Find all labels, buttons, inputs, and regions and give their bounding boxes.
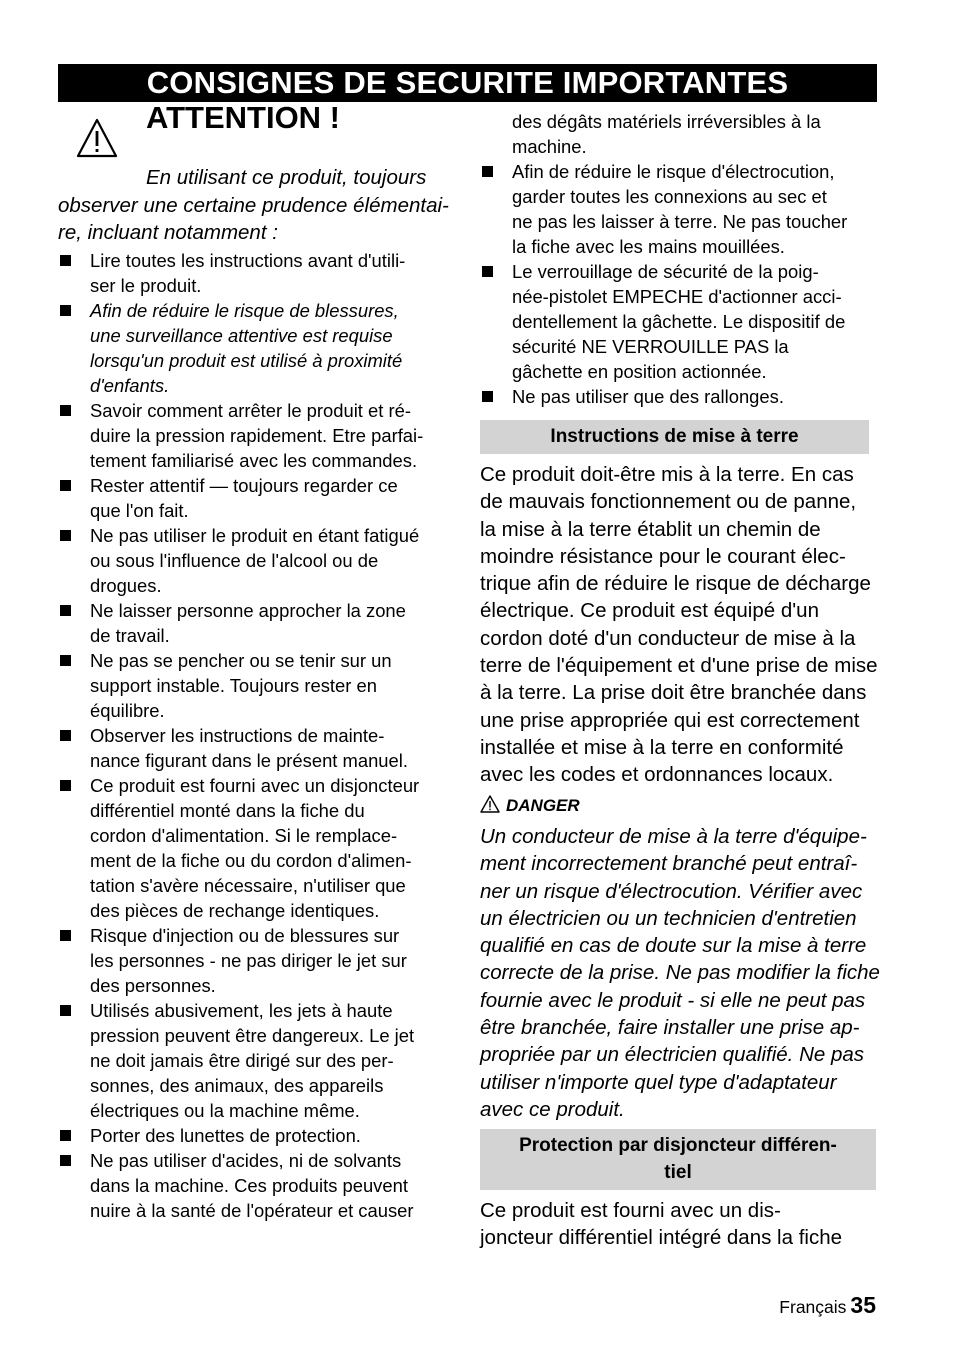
text-line: un électricien ou un technicien d'entretien: [480, 906, 857, 930]
text-line: Afin de réduire le risque d'électrocution,: [512, 161, 835, 182]
footer-language: Français: [779, 1297, 847, 1317]
list-item: [58, 248, 458, 298]
differential-paragraph: [480, 1197, 880, 1252]
text-line: Risque d'injection ou de blessures sur: [90, 925, 400, 946]
list-item: [58, 648, 458, 723]
differential-heading: Protection par disjoncteur différen- tiel: [480, 1129, 876, 1190]
list-item: [58, 398, 458, 473]
text-line: la fiche avec les mains mouillées.: [512, 236, 785, 257]
text-line: installée et mise à la terre en conformité: [480, 735, 844, 759]
bullet-square-icon: [60, 730, 71, 741]
text-line: ne doit jamais être dirigé sur des per-: [90, 1050, 394, 1071]
text-line: née-pistolet EMPECHE d'actionner acci-: [512, 286, 842, 307]
list-item: [480, 159, 880, 259]
text-line: pression peuvent être dangereux. Le jet: [90, 1025, 415, 1046]
text-line: ne pas les laisser à terre. Ne pas toucher: [512, 211, 848, 232]
text-line: avec ce produit.: [480, 1097, 625, 1121]
text-line: Ne pas se pencher ou se tenir sur un: [90, 650, 392, 671]
text-line: Ce produit doit-être mis à la terre. En cas: [480, 463, 854, 486]
danger-triangle-icon: [480, 795, 500, 813]
text-line: dentellement la gâchette. Le dispositif de: [512, 311, 846, 332]
text-line: cordon doté d'un conducteur de mise à la: [480, 626, 856, 650]
text-line: de travail.: [90, 625, 170, 646]
text-line: différentiel monté dans la fiche du: [90, 800, 365, 821]
list-item: [58, 298, 458, 398]
text-line: drogues.: [90, 575, 162, 596]
danger-paragraph: [480, 823, 880, 1123]
text-line: support instable. Toujours rester en: [90, 675, 377, 696]
text-line: tation s'avère nécessaire, n'utiliser que: [90, 875, 406, 896]
attention-title: ATTENTION !: [146, 100, 341, 135]
text-line: Ce produit est fourni avec un dis-: [480, 1199, 781, 1222]
page-footer: [779, 1292, 876, 1319]
text-line: Ne pas utiliser d'acides, ni de solvants: [90, 1150, 402, 1171]
text-line: électriques ou la machine même.: [90, 1100, 360, 1121]
text-line: Ne pas utiliser que des rallonges.: [512, 386, 784, 407]
grounding-heading: Instructions de mise à terre: [480, 420, 869, 454]
list-item: [58, 923, 458, 998]
text-line: Ne laisser personne approcher la zone: [90, 600, 406, 621]
text-line: être branchée, faire installer une prise ap-: [480, 1016, 860, 1040]
bullet-square-icon: [60, 255, 71, 266]
bullet-square-icon: [60, 1130, 71, 1141]
text-line: dans la machine. Ces produits peuvent: [90, 1175, 408, 1196]
text-line: duire la pression rapidement. Etre parfai-: [90, 425, 424, 446]
text-line: Ce produit est fourni avec un disjoncteur: [90, 775, 420, 796]
text-line: cordon d'alimentation. Si le remplace-: [90, 825, 398, 846]
text-line: des personnes.: [90, 975, 216, 996]
text-line: Porter des lunettes de protection.: [90, 1125, 361, 1146]
text-line: sonnes, des animaux, des appareils: [90, 1075, 384, 1096]
warning-triangle-icon: [76, 118, 118, 158]
text-line: ner un risque d'électrocution. Vérifier avec: [480, 879, 863, 903]
text-line: trique afin de réduire le risque de décharge: [480, 572, 871, 596]
bullet-square-icon: [60, 605, 71, 616]
text-line: qualifié en cas de doute sur la mise à terre: [480, 934, 867, 958]
text-line: Ne pas utiliser le produit en étant fatigué: [90, 525, 420, 546]
list-item: [58, 1148, 458, 1223]
text-line: Afin de réduire le risque de blessures,: [90, 300, 399, 321]
list-item: [58, 998, 458, 1123]
text-line: Lire toutes les instructions avant d'utili-: [90, 250, 406, 271]
list-item: [480, 384, 880, 409]
bullet-square-icon: [60, 1155, 71, 1166]
text-line: utiliser n'importe quel type d'adaptateur: [480, 1070, 837, 1094]
continued-item: [480, 109, 880, 159]
list-item: [58, 523, 458, 598]
text-line: à la terre. La prise doit être branchée dans: [480, 681, 867, 705]
intro-paragraph: En utilisant ce produit, toujours observer une certaine prudence élémentai- re, incluant notamment :: [58, 166, 449, 244]
list-item: [58, 473, 458, 523]
page-number: 35: [850, 1292, 876, 1318]
list-item: [58, 773, 458, 923]
text-line: Utilisés abusivement, les jets à haute: [90, 1000, 393, 1021]
bullet-square-icon: [60, 530, 71, 541]
text-line: garder toutes les connexions au sec et: [512, 186, 827, 207]
text-line: Rester attentif — toujours regarder ce: [90, 475, 398, 496]
bullet-square-icon: [60, 480, 71, 491]
text-line: une surveillance attentive est requise: [90, 325, 393, 346]
text-line: propriée par un électricien qualifié. Ne pas: [480, 1043, 865, 1067]
text-line: Observer les instructions de mainte-: [90, 725, 385, 746]
text-line: correcte de la prise. Ne pas modifier la fiche: [480, 961, 880, 985]
text-line: que l'on fait.: [90, 500, 189, 521]
text-line: équilibre.: [90, 700, 165, 721]
text-line: nuire à la santé de l'opérateur et causer: [90, 1200, 414, 1221]
text-line: ment incorrectement branché peut entraî-: [480, 852, 858, 876]
text-line: ment de la fiche ou du cordon d'alimen-: [90, 850, 412, 871]
text-line: des pièces de rechange identiques.: [90, 900, 380, 921]
list-item: [58, 1123, 458, 1148]
text-line: une prise appropriée qui est correctement: [480, 708, 860, 732]
text-line: Le verrouillage de sécurité de la poig-: [512, 261, 819, 282]
text-line: tement familiarisé avec les commandes.: [90, 450, 418, 471]
text-line: moindre résistance pour le courant élec-: [480, 544, 846, 568]
list-item: [480, 259, 880, 384]
bullet-square-icon: [60, 405, 71, 416]
text-line: des dégâts matériels irréversibles à la: [512, 111, 821, 132]
text-line: ou sous l'influence de l'alcool ou de: [90, 550, 379, 571]
text-line: gâchette en position actionnée.: [512, 361, 767, 382]
text-line: la mise à la terre établit un chemin de: [480, 517, 821, 541]
bullet-square-icon: [60, 655, 71, 666]
safety-list-right: [480, 109, 880, 409]
text-line: nance figurant dans le présent manuel.: [90, 750, 408, 771]
text-line: Un conducteur de mise à la terre d'équipe-: [480, 825, 867, 848]
text-line: lorsqu'un produit est utilisé à proximité: [90, 350, 403, 371]
text-line: de mauvais fonctionnement ou de panne,: [480, 490, 857, 514]
text-line: Savoir comment arrêter le produit et ré-: [90, 400, 411, 421]
bullet-square-icon: [60, 930, 71, 941]
bullet-square-icon: [482, 391, 493, 402]
text-line: d'enfants.: [90, 375, 170, 396]
bullet-square-icon: [60, 1005, 71, 1016]
text-line: électrique. Ce produit est équipé d'un: [480, 599, 819, 623]
danger-label: DANGER: [480, 795, 580, 816]
text-line: avec les codes et ordonnances locaux.: [480, 763, 834, 787]
text-line: les personnes - ne pas diriger le jet sur: [90, 950, 407, 971]
text-line: machine.: [512, 136, 587, 157]
page-banner: CONSIGNES DE SECURITE IMPORTANTES: [58, 64, 877, 102]
bullet-square-icon: [60, 780, 71, 791]
list-item: [58, 598, 458, 648]
text-line: ser le produit.: [90, 275, 202, 296]
text-line: fournie avec le produit - si elle ne peut pas: [480, 988, 866, 1012]
bullet-square-icon: [482, 266, 493, 277]
safety-list-left: [58, 248, 458, 1223]
text-line: terre de l'équipement et d'une prise de mise: [480, 654, 878, 678]
text-line: sécurité NE VERROUILLE PAS la: [512, 336, 789, 357]
text-line: joncteur différentiel intégré dans la fiche: [480, 1226, 843, 1250]
bullet-square-icon: [482, 166, 493, 177]
list-item: [58, 723, 458, 773]
bullet-square-icon: [60, 305, 71, 316]
grounding-paragraph: [480, 461, 880, 789]
